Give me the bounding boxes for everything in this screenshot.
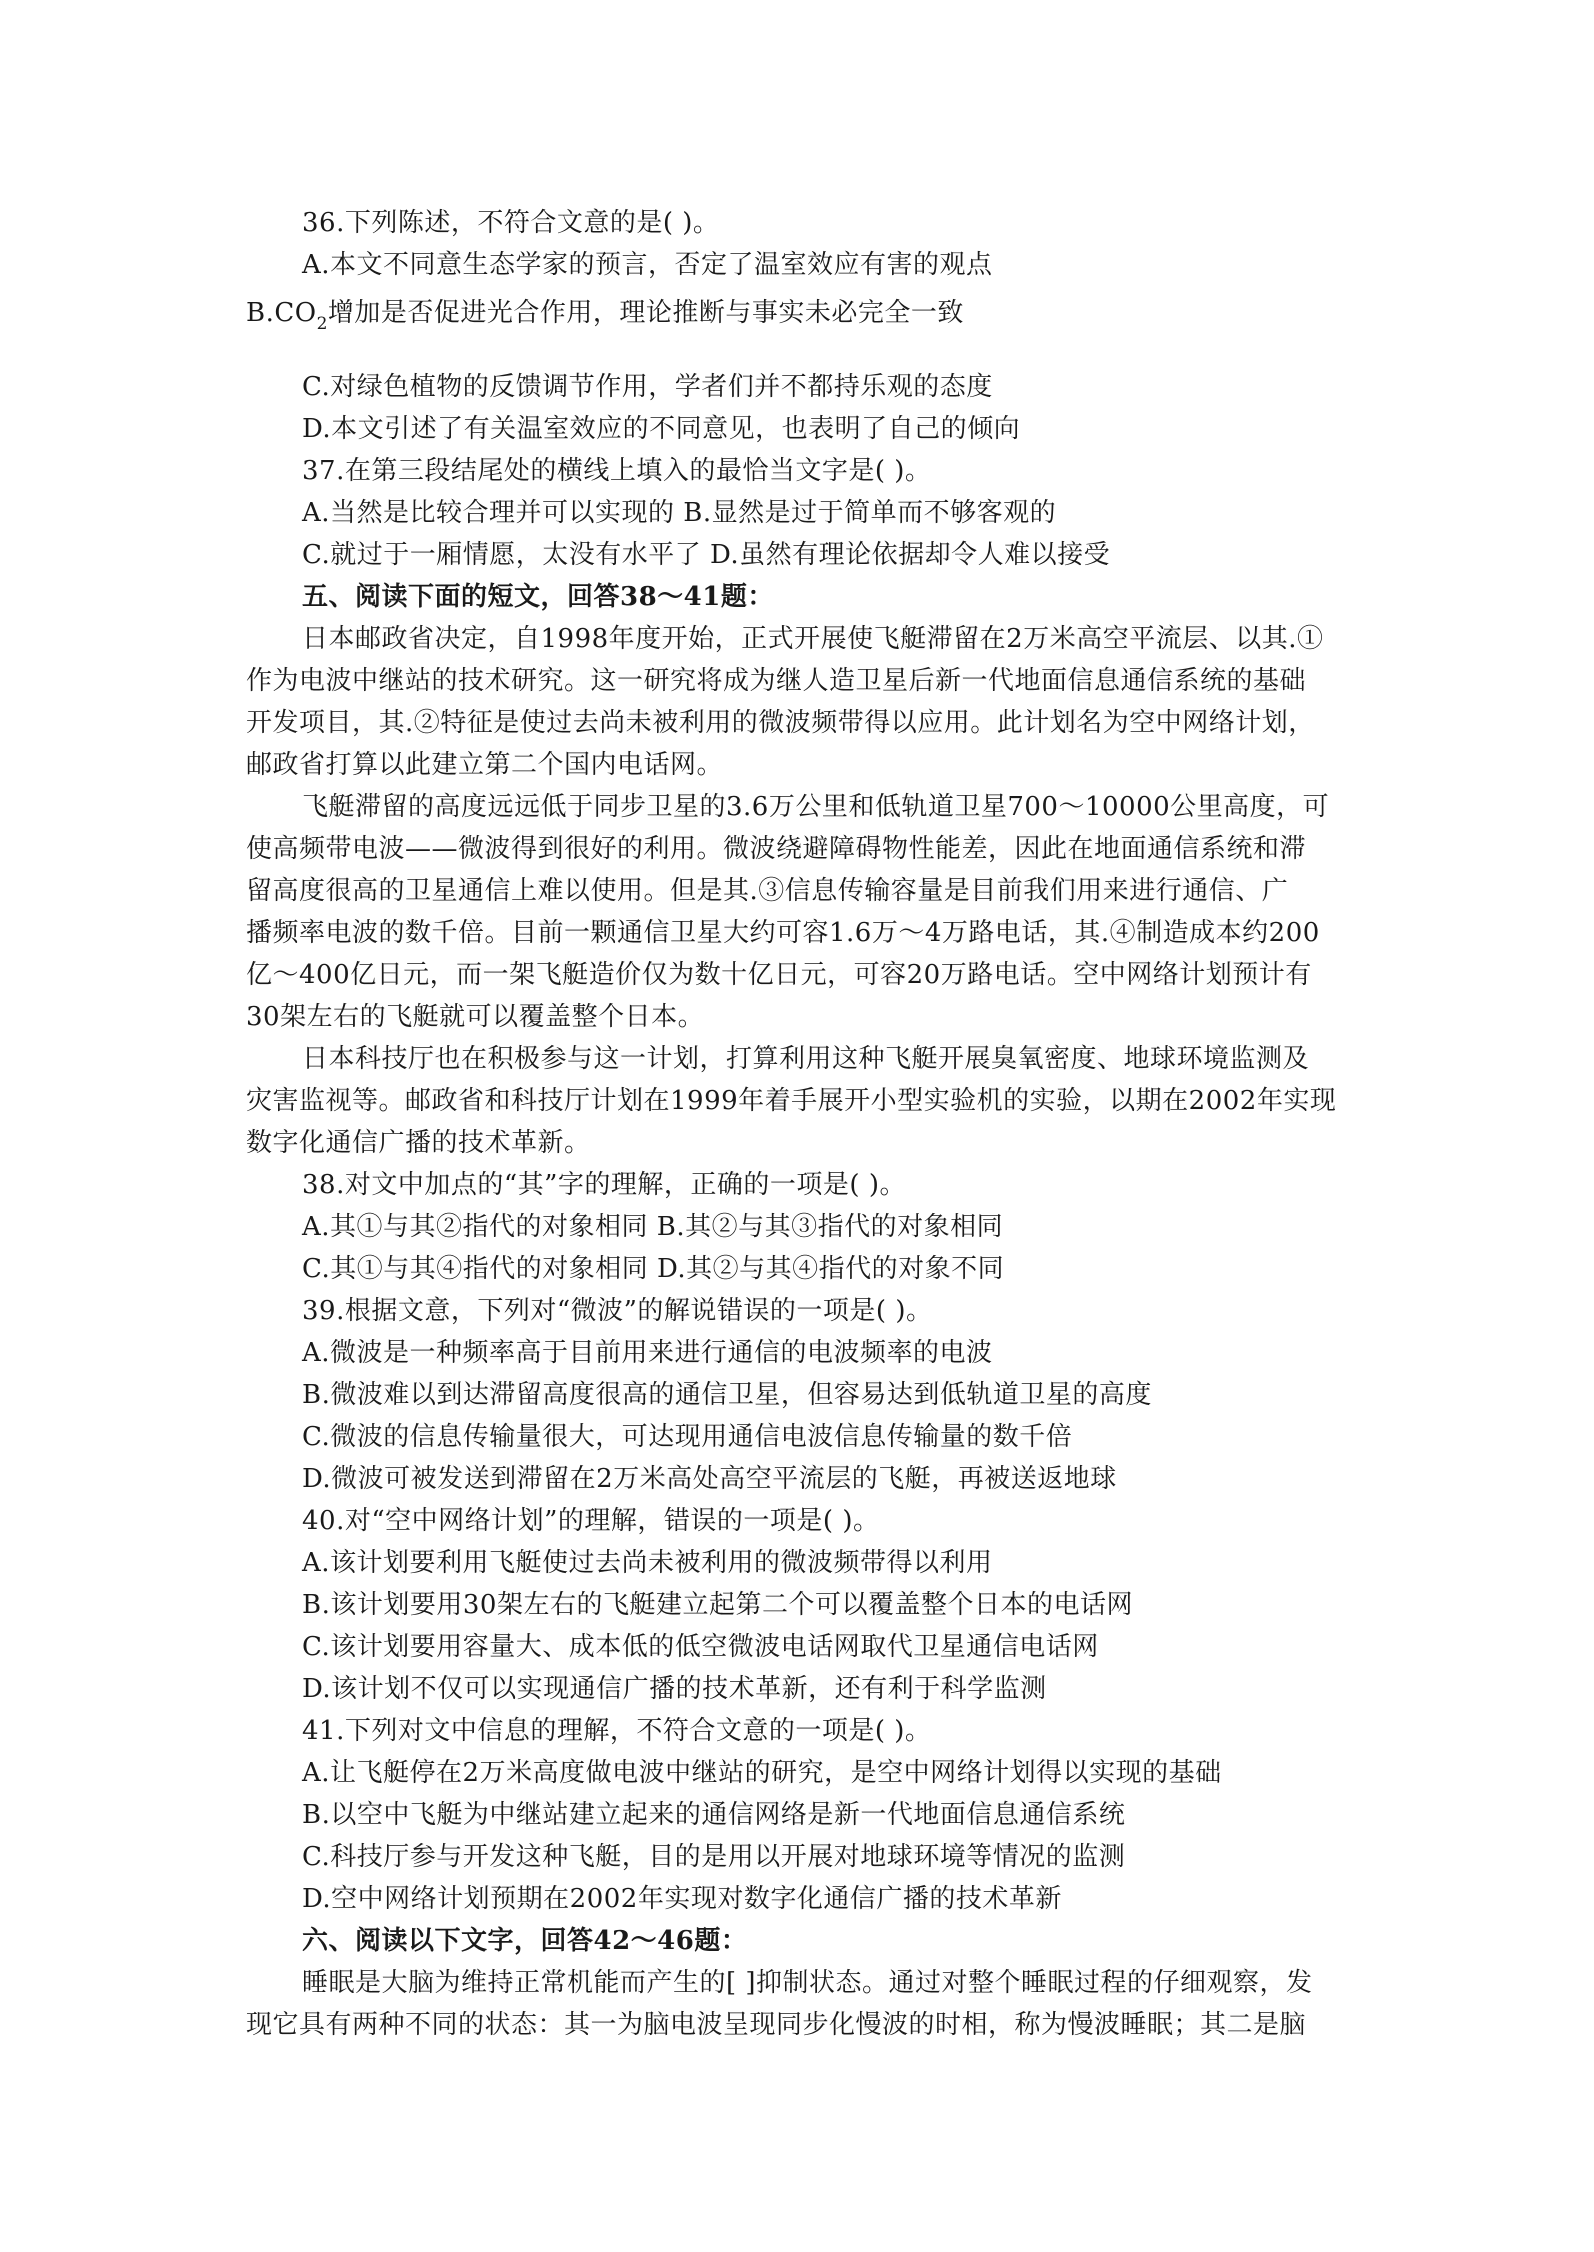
- options-38ab: A.其①与其②指代的对象相同 B.其②与其③指代的对象相同: [302, 1212, 1004, 1242]
- option-36d: D.本文引述了有关温室效应的不同意见，也表明了自己的倾向: [302, 414, 1021, 444]
- option-36a: A.本文不同意生态学家的预言，否定了温室效应有害的观点: [302, 250, 993, 280]
- passage-line: 播频率电波的数千倍。目前一颗通信卫星大约可容1.6万～4万路电话，其.④制造成本约200: [246, 918, 1320, 948]
- option-39c: C.微波的信息传输量很大，可达现用通信电波信息传输量的数千倍: [302, 1422, 1073, 1452]
- option-40a: A.该计划要利用飞艇使过去尚未被利用的微波频带得以利用: [302, 1548, 993, 1578]
- passage-line: 睡眠是大脑为维持正常机能而产生的[ ]抑制状态。通过对整个睡眠过程的仔细观察，发: [302, 1968, 1313, 1998]
- question-38: 38.对文中加点的“其”字的理解，正确的一项是( )。: [302, 1170, 906, 1200]
- passage-line: 邮政省打算以此建立第二个国内电话网。: [246, 750, 724, 780]
- options-37ab: A.当然是比较合理并可以实现的 B.显然是过于简单而不够客观的: [302, 498, 1057, 528]
- option-36c: C.对绿色植物的反馈调节作用，学者们并不都持乐观的态度: [302, 372, 993, 402]
- option-36b: [246, 296, 964, 334]
- option-39d: D.微波可被发送到滞留在2万米高处高空平流层的飞艇，再被送返地球: [302, 1464, 1117, 1494]
- section-6-heading: 六、阅读以下文字，回答42～46题：: [302, 1926, 748, 1956]
- option-41b: B.以空中飞艇为中继站建立起来的通信网络是新一代地面信息通信系统: [302, 1800, 1126, 1830]
- section-5-heading: 五、阅读下面的短文，回答38～41题：: [302, 582, 774, 612]
- passage-line: 现它具有两种不同的状态：其一为脑电波呈现同步化慢波的时相，称为慢波睡眠；其二是脑: [246, 2010, 1307, 2040]
- passage-line: 飞艇滞留的高度远远低于同步卫星的3.6万公里和低轨道卫星700～10000公里高度，可: [302, 792, 1330, 822]
- option-36b-subscript: 2: [316, 314, 328, 334]
- option-36b-prefix: B.CO: [246, 298, 317, 328]
- passage-line: 数字化通信广播的技术革新。: [246, 1128, 591, 1158]
- options-37cd: C.就过于一厢情愿，太没有水平了 D.虽然有理论依据却令人难以接受: [302, 540, 1111, 570]
- question-37: 37.在第三段结尾处的横线上填入的最恰当文字是( )。: [302, 456, 932, 486]
- options-38cd: C.其①与其④指代的对象相同 D.其②与其④指代的对象不同: [302, 1254, 1005, 1284]
- passage-line: 开发项目，其.②特征是使过去尚未被利用的微波频带得以应用。此计划名为空中网络计划，: [246, 708, 1315, 738]
- option-39a: A.微波是一种频率高于目前用来进行通信的电波频率的电波: [302, 1338, 993, 1368]
- option-39b: B.微波难以到达滞留高度很高的通信卫星，但容易达到低轨道卫星的高度: [302, 1380, 1152, 1410]
- question-39: 39.根据文意，下列对“微波”的解说错误的一项是( )。: [302, 1296, 933, 1326]
- passage-line: 灾害监视等。邮政省和科技厅计划在1999年着手展开小型实验机的实验，以期在2002年实现: [246, 1086, 1337, 1116]
- passage-line: 亿～400亿日元，而一架飞艇造价仅为数十亿日元，可容20万路电话。空中网络计划预计有: [246, 960, 1312, 990]
- passage-line: 留高度很高的卫星通信上难以使用。但是其.③信息传输容量是目前我们用来进行通信、广: [246, 876, 1289, 906]
- option-41d: D.空中网络计划预期在2002年实现对数字化通信广播的技术革新: [302, 1884, 1062, 1914]
- passage-line: 30架左右的飞艇就可以覆盖整个日本。: [246, 1002, 705, 1032]
- passage-line: 日本科技厅也在积极参与这一计划，打算利用这种飞艇开展臭氧密度、地球环境监测及: [302, 1044, 1310, 1074]
- option-41c: C.科技厅参与开发这种飞艇，目的是用以开展对地球环境等情况的监测: [302, 1842, 1126, 1872]
- passage-line: 使高频带电波——微波得到很好的利用。微波绕避障碍物性能差，因此在地面通信系统和滞: [246, 834, 1307, 864]
- question-36: 36.下列陈述，不符合文意的是( )。: [302, 208, 720, 238]
- option-40d: D.该计划不仅可以实现通信广播的技术革新，还有利于科学监测: [302, 1674, 1047, 1704]
- question-41: 41.下列对文中信息的理解，不符合文意的一项是( )。: [302, 1716, 932, 1746]
- passage-line: 日本邮政省决定，自1998年度开始，正式开展使飞艇滞留在2万米高空平流层、以其.①: [302, 624, 1324, 654]
- question-40: 40.对“空中网络计划”的理解，错误的一项是( )。: [302, 1506, 880, 1536]
- option-40c: C.该计划要用容量大、成本低的低空微波电话网取代卫星通信电话网: [302, 1632, 1099, 1662]
- option-41a: A.让飞艇停在2万米高度做电波中继站的研究，是空中网络计划得以实现的基础: [302, 1758, 1222, 1788]
- option-36b-text: 增加是否促进光合作用，理论推断与事实未必完全一致: [327, 298, 964, 328]
- option-40b: B.该计划要用30架左右的飞艇建立起第二个可以覆盖整个日本的电话网: [302, 1590, 1133, 1620]
- passage-line: 作为电波中继站的技术研究。这一研究将成为继人造卫星后新一代地面信息通信系统的基础: [246, 666, 1307, 696]
